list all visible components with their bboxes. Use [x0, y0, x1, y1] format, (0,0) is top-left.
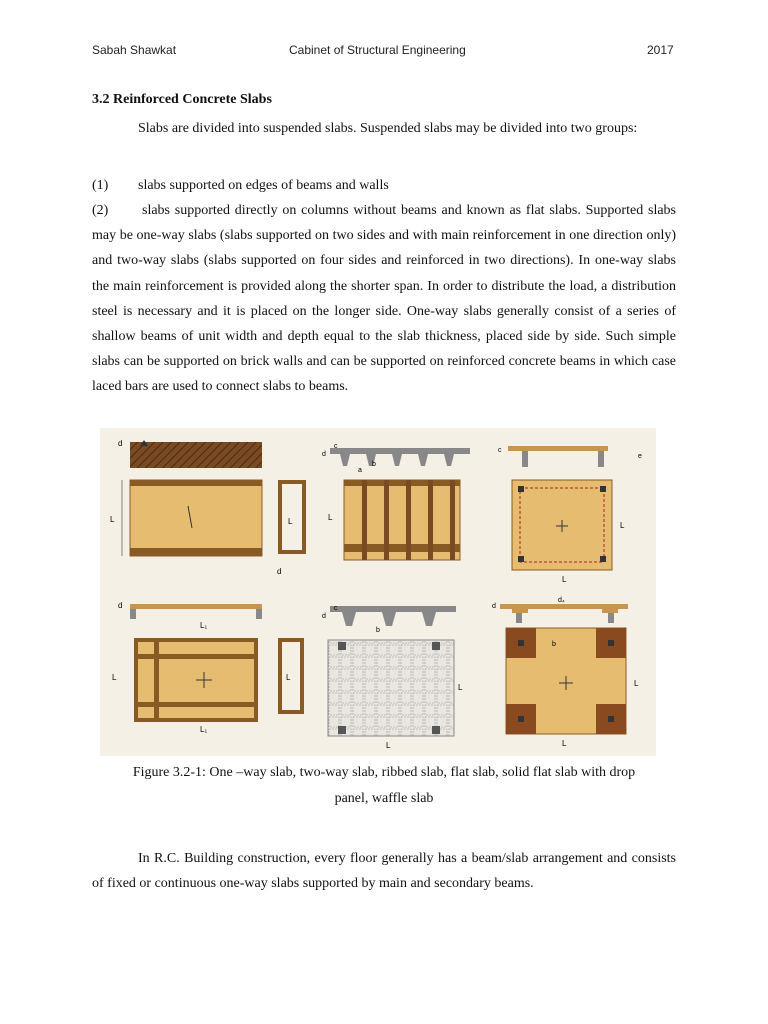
svg-text:c: c	[334, 605, 338, 612]
svg-text:b: b	[372, 461, 376, 468]
svg-text:d: d	[492, 603, 496, 610]
svg-text:L: L	[562, 575, 567, 584]
drop-panel-slab-diagram	[492, 597, 639, 748]
header-year: 2017	[647, 43, 674, 57]
svg-text:a: a	[358, 467, 362, 474]
list-number: (2)	[92, 203, 109, 218]
ribbed-slab-diagram	[322, 443, 470, 560]
svg-text:L: L	[288, 517, 293, 526]
svg-text:L: L	[110, 515, 115, 524]
list-number: (1)	[92, 178, 109, 193]
slab-diagrams	[100, 428, 656, 756]
intro-paragraph: Slabs are divided into suspended slabs. Suspended slabs may be divided into two groups:	[138, 121, 638, 136]
svg-text:b: b	[552, 641, 556, 648]
svg-text:L₁: L₁	[200, 621, 208, 630]
list-item-1	[92, 173, 389, 198]
svg-text:c: c	[334, 443, 338, 450]
header-author: Sabah Shawkat	[92, 43, 177, 57]
list-text: slabs supported directly on columns without beams and known as flat slabs. Supported slabs may be one-way slabs (slabs supported on two sides and with main reinforcement in one direction only) and two-way slabs (slabs supported on four sides and reinforced in two directions). In one-way slabs the main reinforcement is provided along the shorter span. In order to distribute the load, a distribution steel is necessary and it is placed on the longer side. One-way slabs generally consist of a series of shallow beams of unit width and depth equal to the slab thickness, placed side by side. Such simple slabs can be supported on brick walls and can be supported on reinforced concrete beams in which case laced bars are used to connect slabs to beams.	[92, 203, 676, 395]
waffle-slab-diagram	[322, 605, 463, 750]
svg-text:d: d	[322, 451, 326, 458]
svg-text:L: L	[458, 683, 463, 692]
slab-types-figure	[100, 428, 656, 756]
two-way-slab-diagram	[112, 601, 302, 734]
closing-paragraph: In R.C. Building construction, every floor generally has a beam/slab arrangement and consists of fixed or continuous one-way slabs supported by main and secondary beams.	[92, 851, 676, 892]
flat-slab-diagram	[498, 446, 642, 584]
svg-text:L: L	[386, 741, 391, 750]
svg-text:d₄: d₄	[558, 597, 565, 604]
svg-text:L: L	[112, 673, 117, 682]
svg-text:c: c	[498, 447, 502, 454]
list-item-2	[92, 198, 676, 400]
list-text: slabs supported on edges of beams and walls	[138, 178, 389, 193]
svg-text:L: L	[286, 673, 291, 682]
figure-caption-line-2: panel, waffle slab	[334, 791, 434, 806]
svg-text:b: b	[376, 627, 380, 634]
svg-text:d: d	[277, 567, 282, 576]
svg-text:L: L	[634, 679, 639, 688]
section-title: 3.2 Reinforced Concrete Slabs	[92, 92, 272, 107]
svg-text:L: L	[328, 513, 333, 522]
one-way-slab-diagram	[110, 439, 304, 576]
svg-text:L: L	[620, 521, 625, 530]
svg-text:L: L	[562, 739, 567, 748]
header-book-title: Cabinet of Structural Engineering	[289, 43, 466, 57]
figure-caption-line-1: Figure 3.2-1: One –way slab, two-way slab, ribbed slab, flat slab, solid flat slab with drop	[132, 765, 636, 780]
svg-text:e: e	[638, 453, 642, 460]
svg-text:d: d	[118, 439, 123, 448]
svg-text:L₁: L₁	[200, 725, 208, 734]
svg-text:d: d	[322, 613, 326, 620]
svg-text:d: d	[118, 601, 123, 610]
